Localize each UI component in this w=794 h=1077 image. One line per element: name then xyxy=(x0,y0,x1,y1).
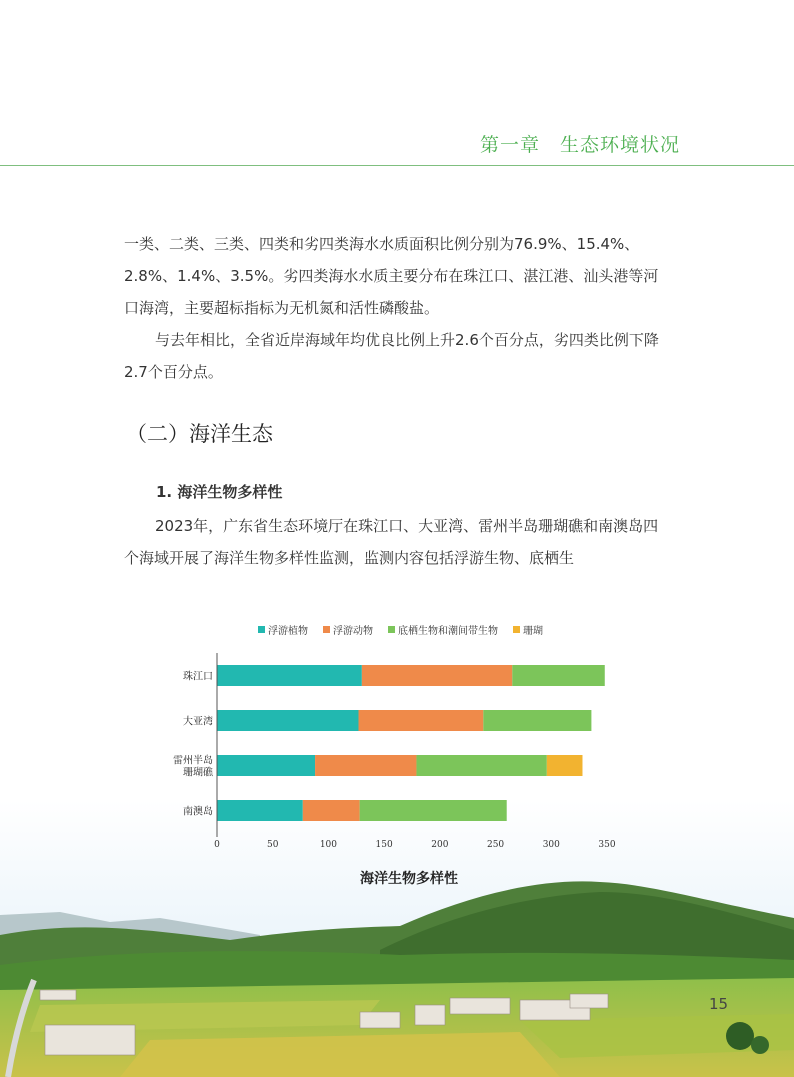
x-tick-label: 350 xyxy=(598,840,616,850)
page-number: 15 xyxy=(709,995,729,1013)
legend-label: 浮游植物 xyxy=(268,626,308,637)
x-tick-label: 50 xyxy=(266,840,279,850)
legend-label: 底栖生物和潮间带生物 xyxy=(398,626,498,637)
x-tick-label: 150 xyxy=(375,840,393,850)
bar-segment xyxy=(362,665,512,686)
body-text-block xyxy=(124,228,672,388)
body-text-block-2 xyxy=(124,510,672,574)
bar-segment xyxy=(360,800,507,821)
x-tick-label: 250 xyxy=(486,840,505,850)
legend-swatch xyxy=(258,626,265,633)
bar-segment xyxy=(217,800,303,821)
legend-item-phytoplankton xyxy=(258,622,308,637)
legend-swatch xyxy=(513,626,520,633)
bar-chart xyxy=(160,615,640,890)
bar-segment xyxy=(217,665,362,686)
chart-legend xyxy=(258,622,543,637)
legend-item-zooplankton xyxy=(323,622,373,637)
legend-label: 浮游动物 xyxy=(333,626,373,637)
x-tick-label: 100 xyxy=(319,840,338,850)
bar-segment xyxy=(483,710,591,731)
paragraph-2: 与去年相比，全省近岸海域年均优良比例上升2.6个百分点，劣四类比例下降2.7个百分点。 xyxy=(124,331,659,381)
bar-segment xyxy=(217,755,315,776)
legend-item-benthos xyxy=(388,622,498,637)
paragraph-1: 一类、二类、三类、四类和劣四类海水水质面积比例分别为76.9%、15.4%、2.8%、1.4%、3.5%。劣四类海水水质主要分布在珠江口、湛江港、汕头港等河口海湾，主要超标指标为无机氮和活性磷酸盐。 xyxy=(124,235,659,317)
x-tick-label: 200 xyxy=(431,840,449,850)
chart-title: 海洋生物多样性 xyxy=(360,871,458,887)
legend-swatch xyxy=(323,626,330,633)
legend-label: 珊瑚 xyxy=(523,626,543,637)
legend-swatch xyxy=(388,626,395,633)
subsection-heading: 1. 海洋生物多样性 xyxy=(156,483,283,501)
bar-segment xyxy=(547,755,583,776)
chapter-header: 第一章 生态环境状况 xyxy=(479,134,680,156)
x-tick-label: 300 xyxy=(542,840,560,850)
bar-segment xyxy=(416,755,546,776)
paragraph-3: 2023年，广东省生态环境厅在珠江口、大亚湾、雷州半岛珊瑚礁和南澳岛四个海域开展了海洋生物多样性监测，监测内容包括浮游生物、底栖生 xyxy=(124,517,659,567)
header-divider xyxy=(0,165,794,166)
category-label: 雷州半岛珊瑚礁 xyxy=(173,755,213,779)
bar-segment xyxy=(512,665,604,686)
category-label: 大亚湾 xyxy=(183,716,213,728)
section-heading: （二）海洋生态 xyxy=(126,422,273,446)
bar-segment xyxy=(303,800,360,821)
category-label: 珠江口 xyxy=(183,671,213,683)
bar-segment xyxy=(359,710,484,731)
category-label: 南澳岛 xyxy=(183,806,213,818)
x-tick-label: 0 xyxy=(214,840,220,850)
bar-segment xyxy=(315,755,416,776)
chart-plot xyxy=(160,645,640,890)
bar-segment xyxy=(217,710,359,731)
legend-item-coral xyxy=(513,622,543,637)
